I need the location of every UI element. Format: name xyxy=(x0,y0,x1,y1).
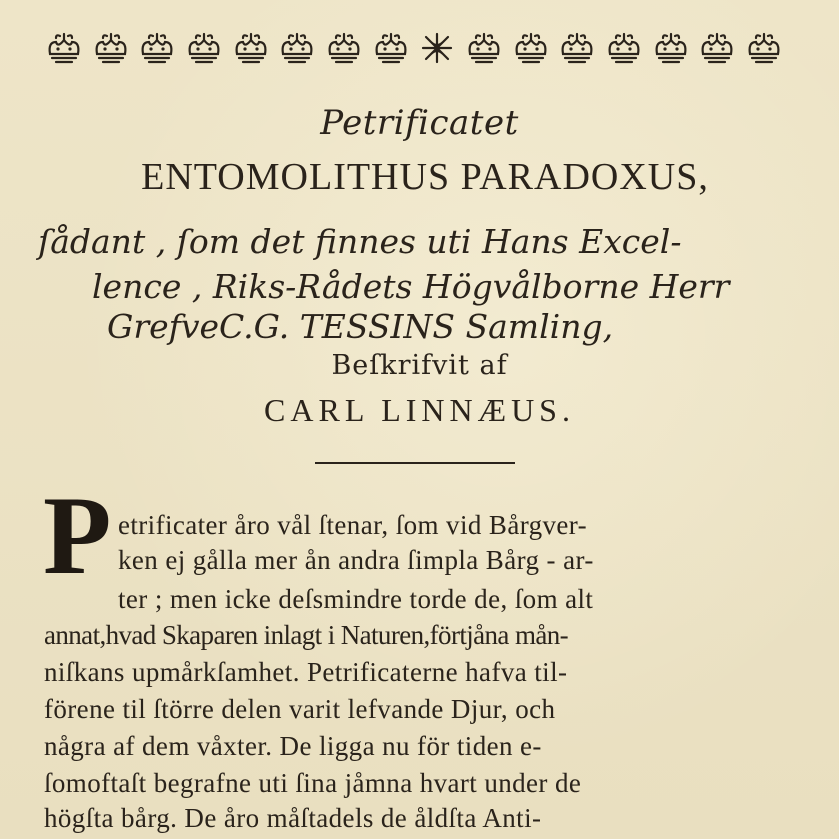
crown-fleuron-icon xyxy=(44,30,84,66)
drop-cap: P xyxy=(43,474,112,598)
crown-fleuron-icon xyxy=(137,30,177,66)
author-name: CARL LINNÆUS. xyxy=(264,392,575,428)
star-fleuron-icon xyxy=(417,30,457,66)
subtitle-line-2: lence , Riks-Rådets Högvålborne Herr xyxy=(92,267,730,306)
title-petrificatet: Petrificatet xyxy=(320,103,519,143)
crown-fleuron-icon xyxy=(651,30,691,66)
crown-fleuron-icon xyxy=(464,30,504,66)
ornament-band xyxy=(44,28,784,68)
crown-fleuron-icon xyxy=(277,30,317,66)
crown-fleuron-icon xyxy=(557,30,597,66)
subtitle-line-3: GrefveC.G. TESSINS Samling, xyxy=(107,307,614,346)
crown-fleuron-icon xyxy=(697,30,737,66)
body-line-7: några af dem våxter. De ligga nu för tiden e- xyxy=(44,731,542,761)
body-line-6: förene til ſtörre delen varit lefvande Djur, och xyxy=(44,694,556,724)
crown-fleuron-icon xyxy=(744,30,784,66)
body-line-5: niſkans upmårkſamhet. Petrificaterne hafva til- xyxy=(44,657,568,687)
body-line-3: ter ; men icke deſsmindre torde de, ſom alt xyxy=(118,584,594,614)
crown-fleuron-icon xyxy=(371,30,411,66)
crown-fleuron-icon xyxy=(91,30,131,66)
crown-fleuron-icon xyxy=(184,30,224,66)
title-entomolithus: ENTOMOLITHUS PARADOXUS, xyxy=(141,156,709,198)
crown-fleuron-icon xyxy=(604,30,644,66)
crown-fleuron-icon xyxy=(231,30,271,66)
body-line-4: annat,hvad Skaparen inlagt i Naturen,förtjåna mån- xyxy=(44,620,569,650)
body-line-8: ſomoftaſt begrafne uti ſina jåmna hvart under de xyxy=(44,768,582,798)
body-line-2: ken ej gålla mer ån andra ſimpla Bårg - ar- xyxy=(118,545,594,575)
subtitle-line-1: ſådant , ſom det finnes uti Hans Excel- xyxy=(38,222,682,261)
body-line-9: högſta bårg. De åro måſtadels de åldſta Anti- xyxy=(44,803,542,833)
body-line-1: etrificater åro vål ſtenar, ſom vid Bårgver- xyxy=(118,510,588,540)
crown-fleuron-icon xyxy=(324,30,364,66)
crown-fleuron-icon xyxy=(511,30,551,66)
described-by: Beſkrifvit af xyxy=(331,350,508,381)
section-rule xyxy=(315,462,515,464)
